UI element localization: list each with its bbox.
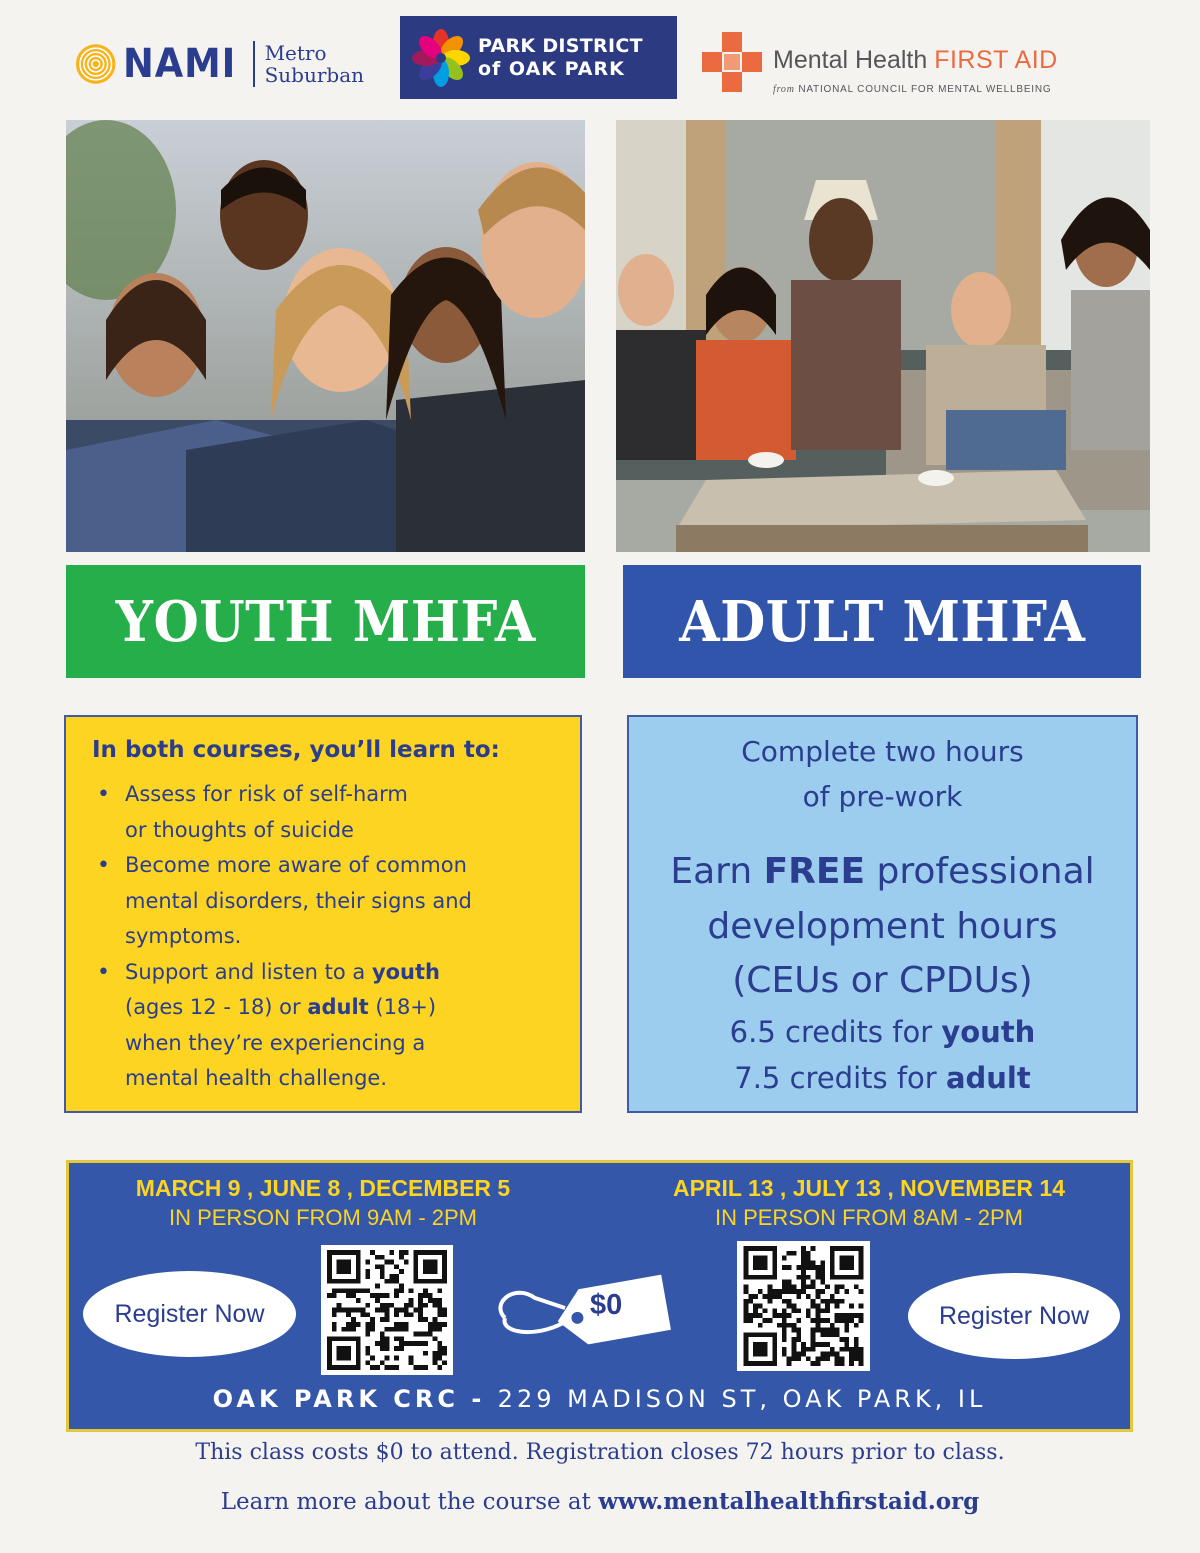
register-now-button-adult[interactable]: Register Now [908,1273,1120,1359]
prework-line2: of pre-work [802,780,963,813]
prework-line1: Complete two hours [741,735,1024,768]
learn-box [64,715,582,1113]
adult-dates: APRIL 13 , JULY 13 , NOVEMBER 14 [672,1175,1065,1201]
address-venue: OAK PARK CRC - [212,1385,498,1413]
learn-item3-l1-pre: Support and listen to a [125,959,372,984]
learn-item3-line3: when they’re experiencing a [125,1030,426,1055]
park-line1: PARK DISTRICT [478,34,643,57]
mhfa-sub-from: from [773,84,795,95]
location-address [69,1385,1130,1413]
adult-credits-bold: adult [945,1061,1031,1095]
learn-item-assess [92,777,558,848]
mhfa-logo [700,30,1120,100]
learn-item3-l2-post: (18+) [368,995,437,1019]
learn-item1-line2: or thoughts of suicide [125,817,354,842]
youth-credits-pre: 6.5 credits for [729,1015,942,1049]
nami-subtitle [265,42,364,86]
pinwheel-flower-icon [410,27,472,89]
learn-item3-l2-pre: (ages 12 - 18) or [125,995,308,1019]
nami-swirl-icon [74,42,117,86]
youth-credits-line [629,1015,1136,1049]
learn-item3-line4: mental health challenge. [125,1066,387,1090]
nami-logo [74,36,364,92]
learn-more-pre: Learn more about the course at [220,1489,599,1515]
learn-more-line [0,1488,1200,1515]
mhfa-subtitle [773,84,1051,95]
learn-item2-line3: symptoms. [125,924,242,948]
youth-time: IN PERSON FROM 9AM - 2PM [168,1205,478,1230]
mhfa-title [773,46,1058,75]
youth-credits-bold: youth [941,1015,1036,1049]
price-label: $0 [590,1289,623,1321]
park-line2: of OAK PARK [478,57,625,80]
nami-divider [253,41,255,87]
nami-sub-line1: Metro [264,41,327,65]
learn-list [92,777,558,1097]
youth-photo-image [66,120,585,552]
mhfa-title-main: Mental Health [773,46,935,74]
credits-box [627,715,1138,1113]
learn-item3-l1-bold: youth [371,959,440,984]
qr-code-adult[interactable] [737,1241,870,1371]
adult-mhfa-banner [623,565,1141,678]
earn-post: professional [865,851,1095,892]
nami-sub-line2: Suburban [264,63,364,87]
learn-heading: In both courses, you’ll learn to: [92,737,500,763]
adult-mhfa-title: ADULT MHFA [678,588,1086,655]
price-tag-icon [495,1263,675,1363]
learn-item3-l2-bold: adult [307,995,369,1019]
mhfa-website-link[interactable]: www.mentalhealthfirstaid.org [598,1488,980,1515]
development-hours-line: development hours [707,906,1058,947]
qr-code-icon [326,1250,448,1370]
learn-item-support [92,955,558,1097]
learn-item-aware [92,848,558,955]
youth-mhfa-banner [66,565,585,678]
nami-wordmark: NAMI [123,41,237,87]
qr-code-youth[interactable] [321,1245,453,1375]
address-street: 229 MADISON ST, OAK PARK, IL [497,1385,987,1413]
qr-code-icon [742,1246,865,1366]
price-tag [495,1263,675,1363]
learn-item2-line2: mental disorders, their signs and [125,888,472,913]
youth-group-photo [66,120,585,552]
adult-photo-image [616,120,1150,552]
adult-credits-pre: 7.5 credits for [734,1061,946,1095]
youth-mhfa-title: YOUTH MHFA [115,588,536,655]
schedule-band [66,1160,1133,1432]
cost-note: This class costs $0 to attend. Registration closes 72 hours prior to class. [195,1440,1005,1465]
learn-item1-line1: Assess for risk of self-harm [125,782,408,806]
adult-group-photo [616,120,1150,552]
park-district-logo [400,16,677,99]
park-district-text [478,35,643,81]
mhfa-sub-org: NATIONAL COUNCIL FOR MENTAL WELLBEING [794,84,1052,95]
youth-dates: MARCH 9 , JUNE 8 , DECEMBER 5 [135,1175,511,1201]
earn-pre: Earn [670,851,764,892]
register-now-button-youth[interactable]: Register Now [83,1271,296,1357]
ceus-line: (CEUs or CPDUs) [732,960,1033,1001]
learn-item2-line1: Become more aware of common [125,853,467,877]
earn-free: FREE [763,851,866,892]
earn-free-line [629,851,1136,892]
adult-credits-line [629,1061,1136,1095]
mhfa-title-accent: FIRST AID [934,46,1058,74]
adult-time: IN PERSON FROM 8AM - 2PM [714,1205,1024,1230]
mhfa-cross-icon [702,32,762,92]
